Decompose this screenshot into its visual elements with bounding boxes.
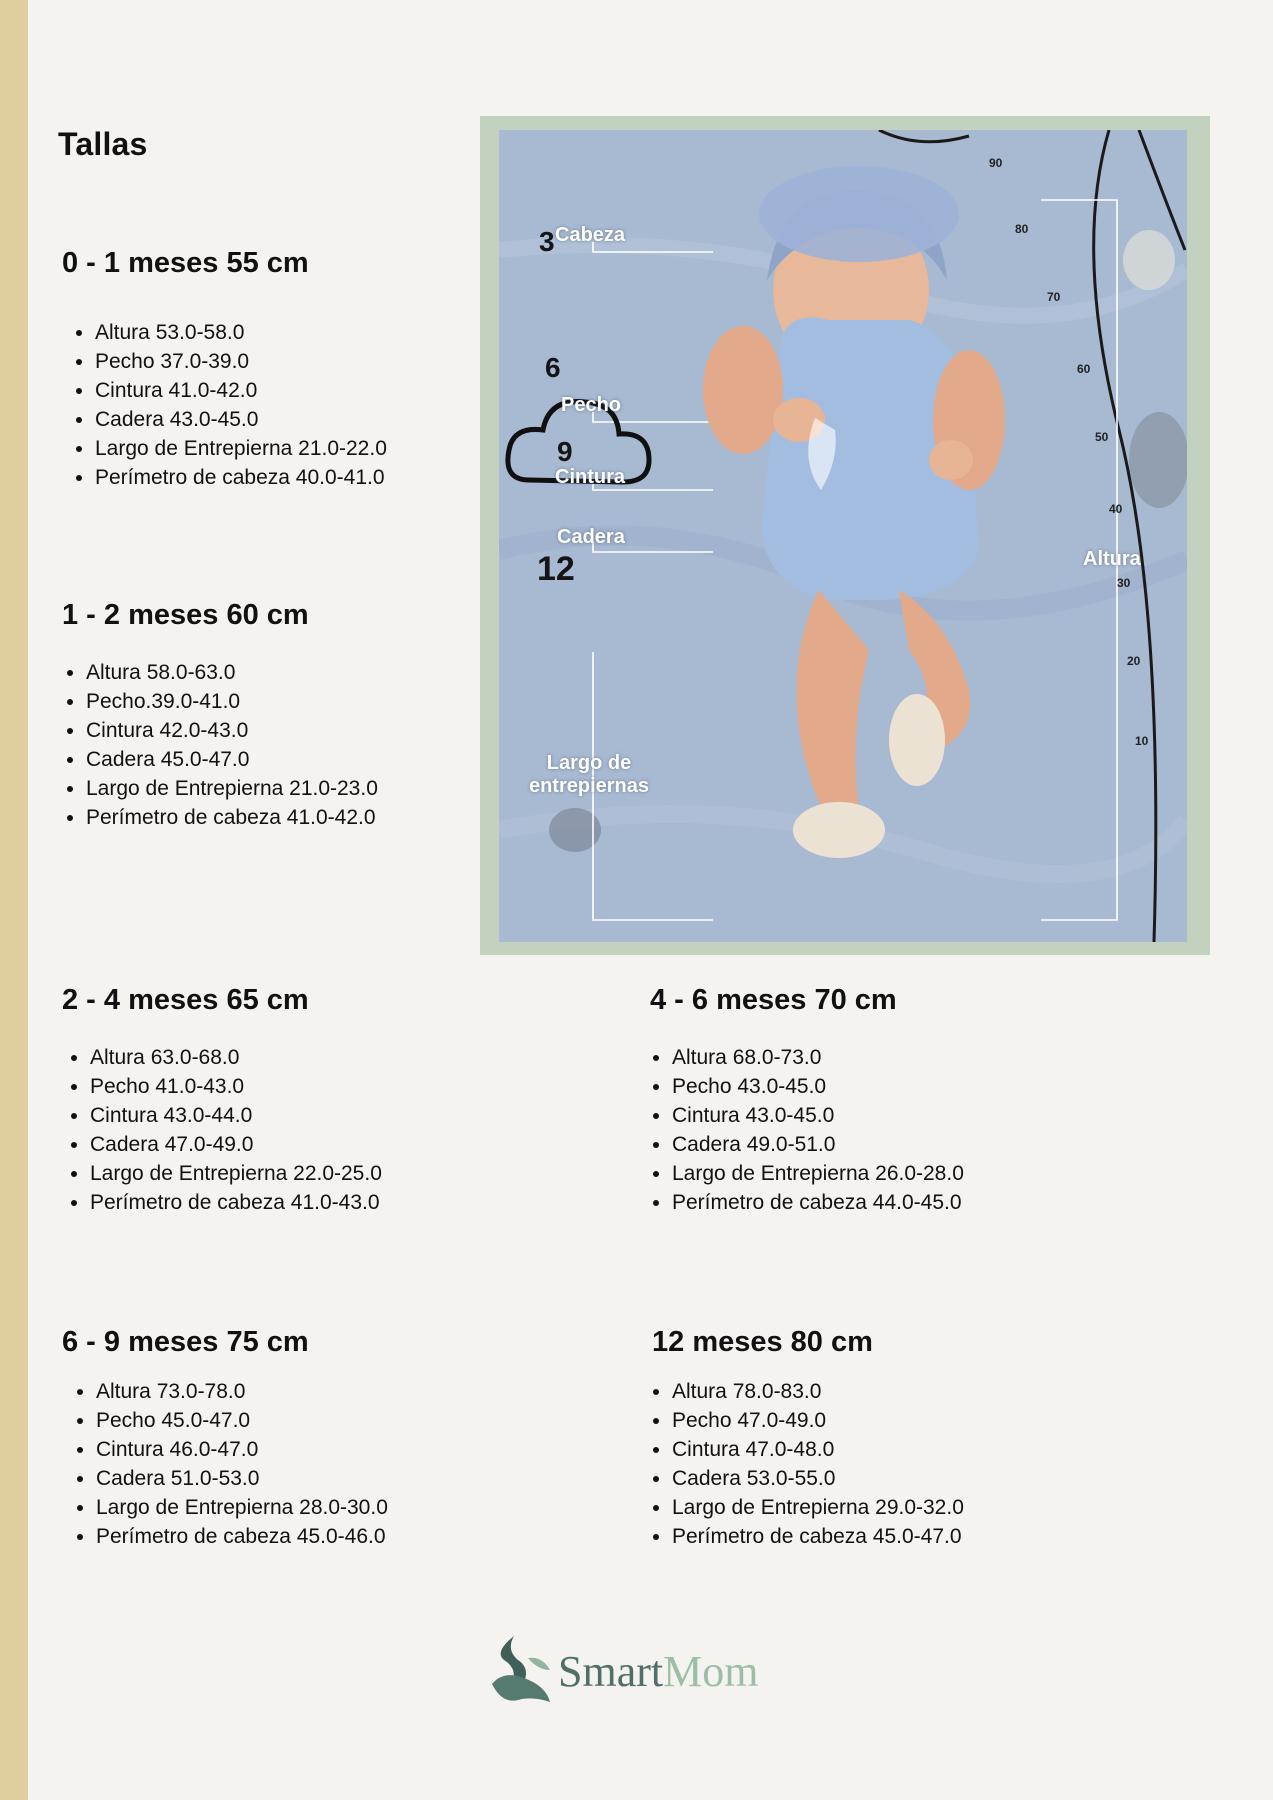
measure-list — [62, 318, 387, 492]
measure-cabeza: • Perímetro de cabeza 45.0-47.0 — [672, 1522, 964, 1551]
measure-largo: • Largo de Entrepierna 26.0-28.0 — [672, 1159, 964, 1188]
label-pecho: Pecho — [561, 394, 622, 416]
baby-photo-frame — [480, 116, 1210, 955]
size-heading: 4 - 6 meses 70 cm — [650, 984, 897, 1016]
measure-largo: • Largo de Entrepierna 21.0-22.0 — [95, 434, 387, 463]
measure-cintura: • Cintura 47.0-48.0 — [672, 1435, 964, 1464]
height-mark-60: 60 — [1077, 362, 1091, 376]
measure-pecho: • Pecho 37.0-39.0 — [95, 347, 387, 376]
month-mark-12: 12 — [537, 550, 575, 588]
height-mark-80: 80 — [1015, 222, 1029, 236]
brand-part-mom: Mom — [663, 1647, 759, 1696]
measure-cabeza: • Perímetro de cabeza 41.0-42.0 — [86, 803, 378, 832]
size-heading: 2 - 4 meses 65 cm — [62, 984, 309, 1016]
measure-list — [62, 658, 378, 832]
measure-cabeza: • Perímetro de cabeza 41.0-43.0 — [90, 1188, 382, 1217]
label-altura: Altura — [1083, 548, 1141, 570]
height-mark-40: 40 — [1109, 502, 1123, 516]
size-heading: 0 - 1 meses 55 cm — [62, 247, 309, 279]
measure-pecho: • Pecho 45.0-47.0 — [96, 1406, 388, 1435]
measure-altura: • Altura 78.0-83.0 — [672, 1377, 964, 1406]
label-cintura: Cintura — [555, 466, 625, 488]
measure-pecho: • Pecho 43.0-45.0 — [672, 1072, 964, 1101]
left-accent-bar — [0, 0, 28, 1800]
month-mark-3: 3 — [539, 226, 555, 257]
measure-cadera: • Cadera 53.0-55.0 — [672, 1464, 964, 1493]
label-cabeza: Cabeza — [555, 224, 626, 246]
label-cadera: Cadera — [557, 526, 625, 548]
brand-name — [558, 1646, 758, 1697]
measure-cadera: • Cadera 49.0-51.0 — [672, 1130, 964, 1159]
measure-cintura: • Cintura 43.0-45.0 — [672, 1101, 964, 1130]
size-heading: 6 - 9 meses 75 cm — [62, 1326, 309, 1358]
measure-pecho: • Pecho 41.0-43.0 — [90, 1072, 382, 1101]
measure-cadera: • Cadera 47.0-49.0 — [90, 1130, 382, 1159]
leaf-mother-child-icon — [484, 1630, 556, 1710]
size-block-2-4 — [62, 984, 382, 1217]
measure-altura: • Altura 63.0-68.0 — [90, 1043, 382, 1072]
height-mark-50: 50 — [1095, 430, 1109, 444]
size-block-4-6 — [650, 984, 964, 1217]
measure-cadera: • Cadera 43.0-45.0 — [95, 405, 387, 434]
measure-list — [62, 1377, 388, 1551]
brand-part-smart: Smart — [558, 1647, 664, 1696]
height-mark-30: 30 — [1117, 576, 1131, 590]
measure-list — [62, 1043, 382, 1217]
measure-cadera: • Cadera 51.0-53.0 — [96, 1464, 388, 1493]
height-mark-70: 70 — [1047, 290, 1061, 304]
page-title: Tallas — [58, 126, 148, 162]
label-largo-entrepiernas: Largo de entrepiernas — [528, 752, 650, 797]
height-mark-90: 90 — [989, 156, 1003, 170]
measure-altura: • Altura 73.0-78.0 — [96, 1377, 388, 1406]
measure-cintura: • Cintura 46.0-47.0 — [96, 1435, 388, 1464]
smartmom-logo — [484, 1630, 804, 1710]
measure-list — [652, 1377, 964, 1551]
measure-largo: • Largo de Entrepierna 22.0-25.0 — [90, 1159, 382, 1188]
measure-largo: • Largo de Entrepierna 21.0-23.0 — [86, 774, 378, 803]
size-block-6-9 — [62, 1326, 388, 1551]
size-heading: 1 - 2 meses 60 cm — [62, 599, 309, 631]
measure-cabeza: • Perímetro de cabeza 44.0-45.0 — [672, 1188, 964, 1217]
measure-cabeza: • Perímetro de cabeza 45.0-46.0 — [96, 1522, 388, 1551]
measure-altura: • Altura 58.0-63.0 — [86, 658, 378, 687]
height-mark-10: 10 — [1135, 734, 1149, 748]
measure-list — [650, 1043, 964, 1217]
size-block-1-2 — [62, 599, 378, 832]
height-mark-20: 20 — [1127, 654, 1141, 668]
measure-pecho: • Pecho.39.0-41.0 — [86, 687, 378, 716]
measure-largo: • Largo de Entrepierna 29.0-32.0 — [672, 1493, 964, 1522]
baby-measurement-photo — [499, 130, 1187, 942]
measure-cintura: • Cintura 43.0-44.0 — [90, 1101, 382, 1130]
measure-cadera: • Cadera 45.0-47.0 — [86, 745, 378, 774]
size-block-12 — [652, 1326, 964, 1551]
measure-altura: • Altura 53.0-58.0 — [95, 318, 387, 347]
measure-cintura: • Cintura 41.0-42.0 — [95, 376, 387, 405]
measure-largo: • Largo de Entrepierna 28.0-30.0 — [96, 1493, 388, 1522]
size-heading: 12 meses 80 cm — [652, 1326, 873, 1358]
month-mark-9: 9 — [557, 436, 573, 467]
measure-pecho: • Pecho 47.0-49.0 — [672, 1406, 964, 1435]
measure-cintura: • Cintura 42.0-43.0 — [86, 716, 378, 745]
measure-altura: • Altura 68.0-73.0 — [672, 1043, 964, 1072]
measure-cabeza: • Perímetro de cabeza 40.0-41.0 — [95, 463, 387, 492]
month-mark-6: 6 — [545, 352, 561, 383]
size-block-0-1 — [62, 247, 387, 492]
